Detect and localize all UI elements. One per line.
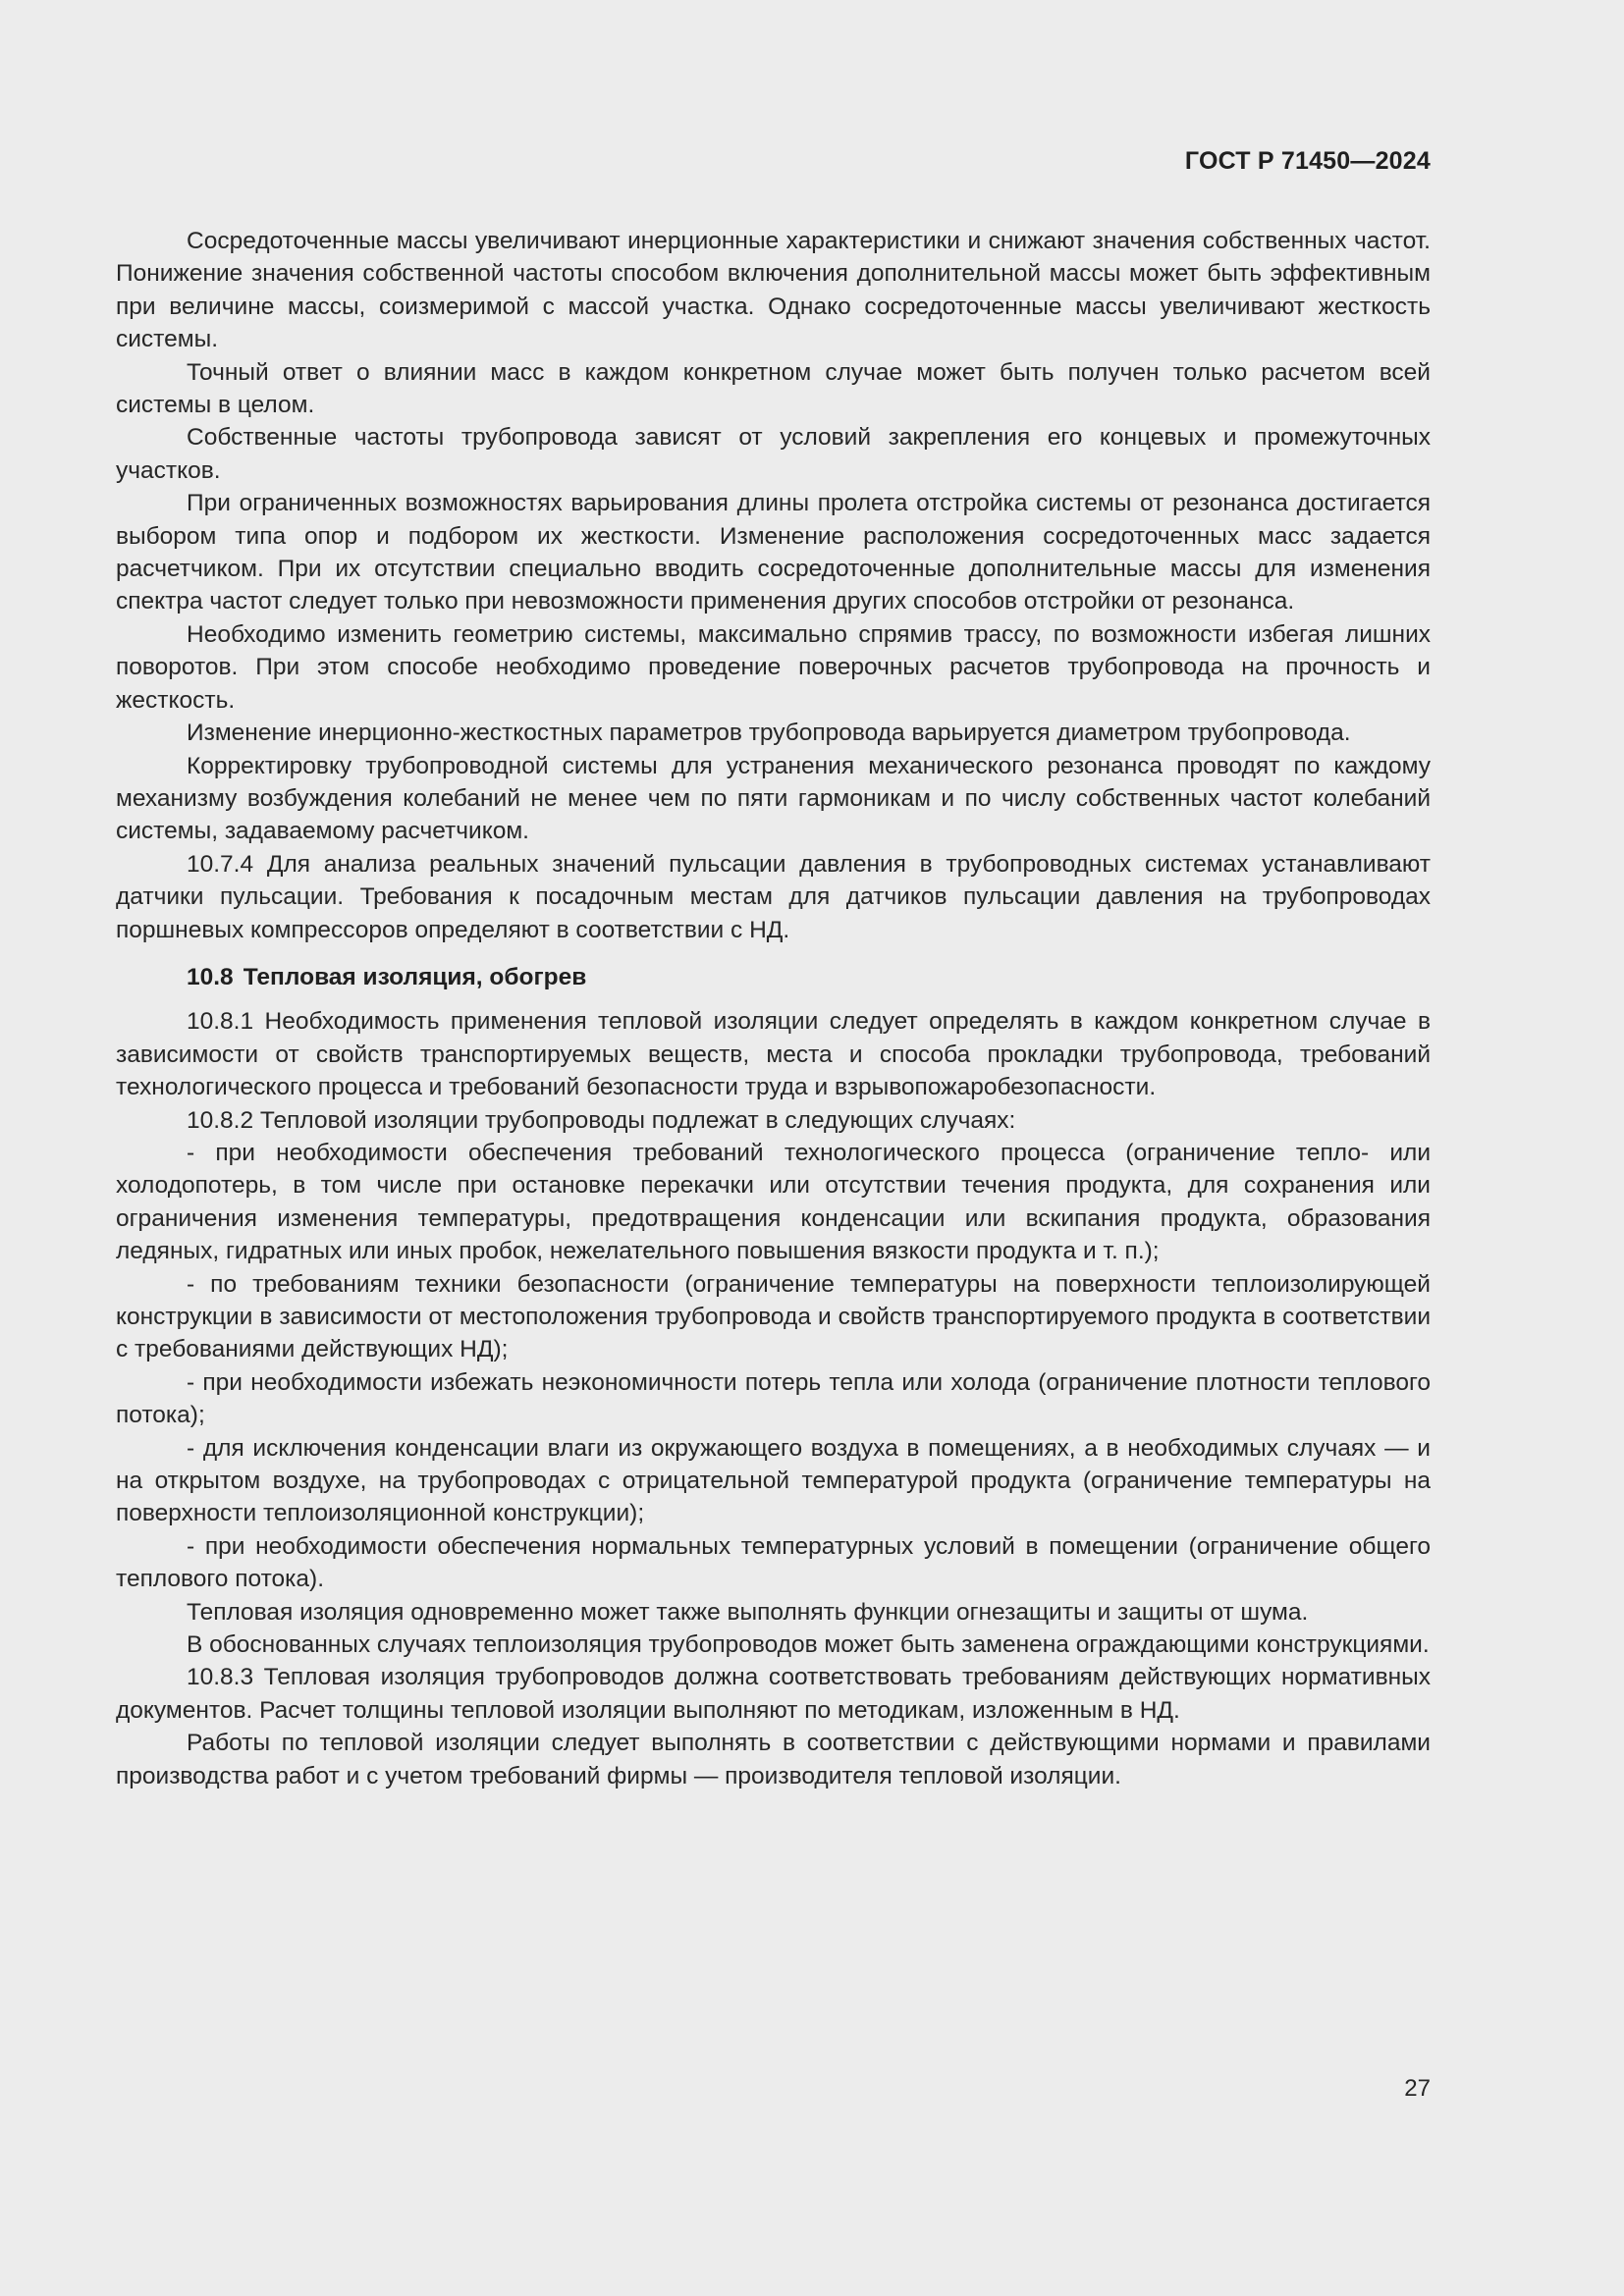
paragraph: Сосредоточенные массы увеличивают инерционные характеристики и снижают значения собственных частот. Понижение значения собственной частоты способом включения дополнительной массы может быть эффективным при величине массы, соизмеримой с массой участка. Однако сосредоточенные массы увеличивают жесткость системы.	[116, 228, 1431, 353]
document-body	[116, 225, 1431, 1792]
paragraph: Работы по тепловой изоляции следует выполнять в соответствии с действующими нормами и правилами производства работ и с учетом требований фирмы — производителя тепловой изоляции.	[116, 1730, 1431, 1789]
paragraph: 10.7.4 Для анализа реальных значений пульсации давления в трубопроводных системах устанавливают датчики пульсации. Требования к посадочным местам для датчиков пульсации давления на трубопроводах поршневых компрессоров определяют в соответствии с НД.	[116, 850, 1431, 943]
paragraph: Точный ответ о влиянии масс в каждом конкретном случае может быть получен только расчетом всей системы в целом.	[116, 358, 1431, 419]
section-title: Тепловая изоляция, обогрев	[243, 963, 587, 990]
page-number: 27	[1404, 2075, 1431, 2102]
paragraph: 10.8.2 Тепловой изоляции трубопроводы подлежат в следующих случаях:	[187, 1106, 1016, 1134]
paragraph: В обоснованных случаях теплоизоляция трубопроводов может быть заменена ограждающими конструкциями.	[187, 1631, 1430, 1659]
section-number: 10.8	[187, 963, 234, 990]
paragraph: 10.8.3 Тепловая изоляция трубопроводов должна соответствовать требованиям действующих нормативных документов. Расчет толщины тепловой изоляции выполняют по методикам, изложенным в НД.	[116, 1664, 1431, 1724]
paragraph: При ограниченных возможностях варьирования длины пролета отстройка системы от резонанса достигается выбором типа опор и подбором их жесткости. Изменение расположения сосредоточенных масс задается расчетчиком. При их отсутствии специально вводить сосредоточенные дополнительные массы для изменения спектра частот следует только при невозможности применения других способов отстройки от резонанса.	[116, 490, 1431, 615]
list-item: - при необходимости обеспечения нормальных температурных условий в помещении (ограничение общего теплового потока).	[116, 1532, 1431, 1593]
document-id: ГОСТ Р 71450—2024	[1184, 147, 1431, 175]
paragraph: Собственные частоты трубопровода зависят от условий закрепления его концевых и промежуточных участков.	[116, 424, 1431, 484]
paragraph: Необходимо изменить геометрию системы, максимально спрямив трассу, по возможности избегая лишних поворотов. При этом способе необходимо проведение поверочных расчетов трубопровода на прочность и жесткость.	[116, 620, 1431, 714]
paragraph: Корректировку трубопроводной системы для устранения механического резонанса проводят по каждому механизму возбуждения колебаний не менее чем по пяти гармоникам и по числу собственных частот колебаний системы, задаваемому расчетчиком.	[116, 752, 1431, 845]
list-item: - для исключения конденсации влаги из окружающего воздуха в помещениях, а в необходимых случаях — и на открытом воздухе, на трубопроводах с отрицательной температурой продукта (ограничение температуры на поверхности теплоизоляционной конструкции);	[116, 1434, 1431, 1527]
list-item: - при необходимости избежать неэкономичности потерь тепла или холода (ограничение плотности теплового потока);	[116, 1368, 1431, 1429]
list-item: - при необходимости обеспечения требований технологического процесса (ограничение тепло- или холодопотерь, в том числе при остановке перекачки или отсутствии течения продукта, для сохранения или ограничения изменения температуры, предотвращения конденсации или вскипания продукта, образования ледяных, гидратных или иных пробок, нежелательного повышения вязкости продукта и т. п.);	[116, 1139, 1431, 1265]
paragraph: Изменение инерционно-жесткостных параметров трубопровода варьируется диаметром трубопровода.	[187, 720, 1351, 747]
document-header	[1185, 147, 1431, 176]
paragraph: 10.8.1 Необходимость применения тепловой изоляции следует определять в каждом конкретном случае в зависимости от свойств транспортируемых веществ, места и способа прокладки трубопровода, требований технологического процесса и требований безопасности труда и взрывопожаробезопасности.	[116, 1008, 1431, 1101]
list-item: - по требованиям техники безопасности (ограничение температуры на поверхности теплоизолирующей конструкции в зависимости от местоположения трубопровода и свойств транспортируемого продукта в соответствии с требованиями действующих НД);	[116, 1270, 1431, 1363]
section-heading	[116, 961, 1431, 993]
paragraph: Тепловая изоляция одновременно может также выполнять функции огнезащиты и защиты от шума.	[187, 1598, 1309, 1626]
